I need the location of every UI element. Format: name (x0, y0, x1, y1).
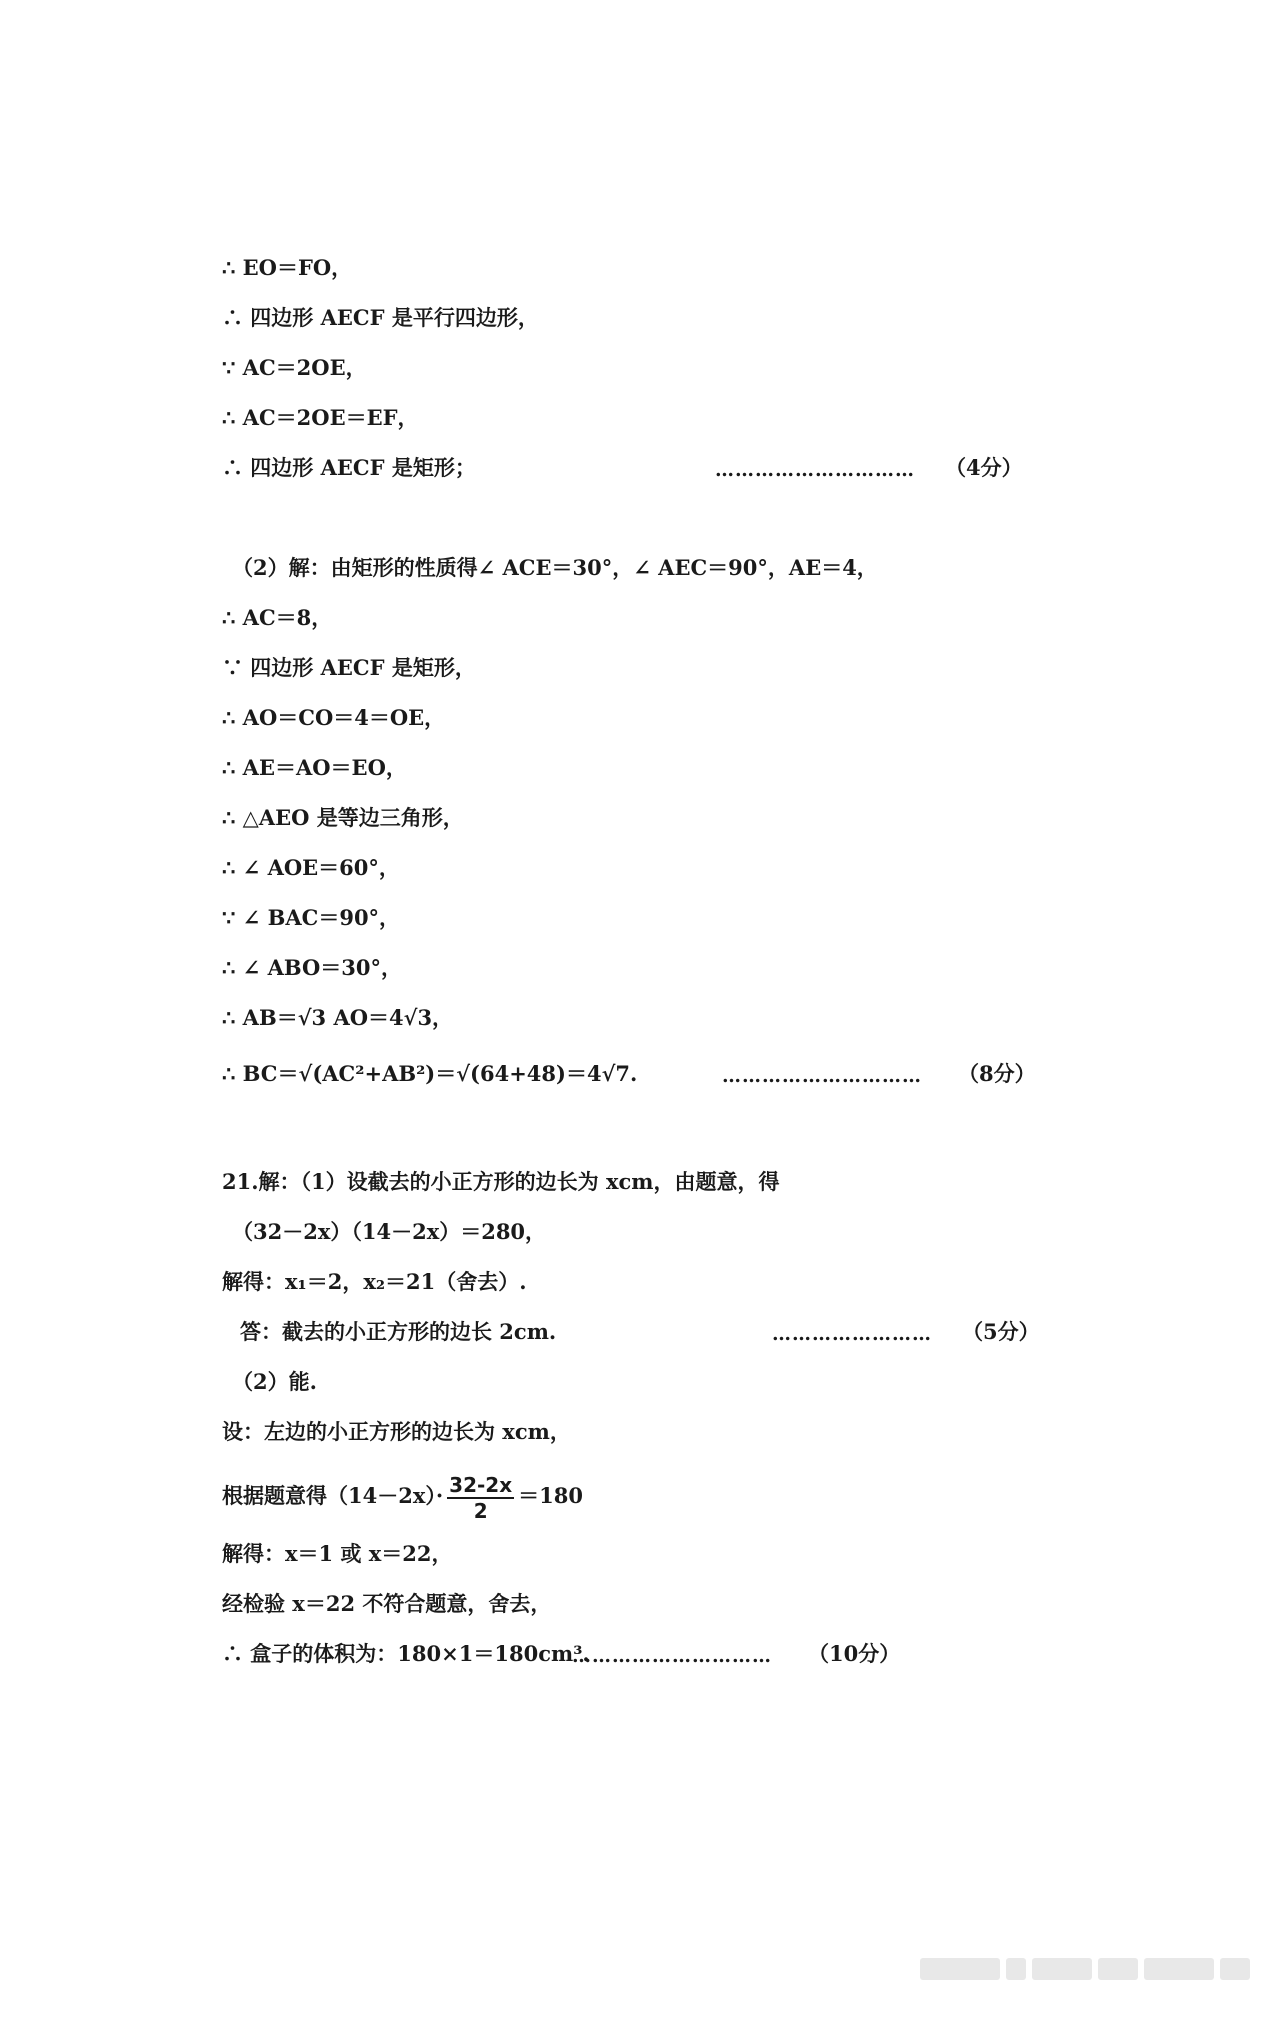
score-leader-dots: …………………… (772, 1323, 932, 1345)
equation-right: ＝180 (518, 1483, 583, 1508)
score-leader-dots: ………………………… (722, 1065, 922, 1087)
solution-line: ∴ BC＝√(AC²+AB²)＝√(64+48)＝4√7. (222, 1061, 638, 1086)
proof-line: ∵ AC＝2OE， (222, 355, 367, 380)
question-21-line: 答：截去的小正方形的边长 2cm. (240, 1319, 557, 1344)
scan-artifact-bar (1006, 1958, 1026, 1980)
scan-artifact-bar (1032, 1958, 1092, 1980)
score-label: （5分） (962, 1319, 1040, 1344)
solution-line: ∴ AO＝CO＝4＝OE， (222, 705, 446, 730)
solution-line: ∴ ∠ ABO＝30°， (222, 955, 403, 980)
solution-line: ∵ ∠ BAC＝90°， (222, 905, 401, 930)
scan-artifact-bar (1144, 1958, 1214, 1980)
solution-line: ∴ △AEO 是等边三角形， (222, 805, 464, 830)
question-21-line: 解得：x₁＝2，x₂＝21（舍去）. (222, 1269, 527, 1294)
scan-artifact-bar (1220, 1958, 1250, 1980)
fraction (447, 1473, 514, 1523)
score-label: （10分） (808, 1641, 901, 1666)
scan-artifact (920, 1955, 1260, 1983)
solution-line: ∴ AB＝√3 AO＝4√3， (222, 1005, 454, 1030)
question-21-line: （2）能. (232, 1369, 317, 1394)
fraction-numerator: 32-2x (449, 1472, 513, 1497)
score-leader-dots: ………………………… (715, 459, 915, 481)
question-21-line: 解得：x＝1 或 x＝22， (222, 1541, 453, 1566)
solution-line: ∵ 四边形 AECF 是矩形， (222, 655, 476, 680)
question-21-line: ∴ 盒子的体积为：180×1＝180cm³. (222, 1641, 590, 1666)
proof-line: ∴ 四边形 AECF 是平行四边形， (222, 305, 539, 330)
scan-artifact-bar (1098, 1958, 1138, 1980)
fraction-denominator: 2 (473, 1498, 488, 1523)
equation-line (222, 1468, 583, 1524)
score-leader-dots: ………………………… (572, 1645, 772, 1667)
proof-line: ∴ 四边形 AECF 是矩形； (222, 455, 476, 480)
question-21-line: 设：左边的小正方形的边长为 xcm， (222, 1419, 571, 1444)
solution-line: ∴ ∠ AOE＝60°， (222, 855, 400, 880)
equation-left: 根据题意得（14－2x）· (222, 1483, 444, 1508)
solution-line: ∴ AC＝8， (222, 605, 333, 630)
solution-line: ∴ AE＝AO＝EO， (222, 755, 407, 780)
solution-line: （2）解：由矩形的性质得∠ ACE＝30°，∠ AEC＝90°，AE＝4， (232, 555, 878, 580)
score-label: （8分） (958, 1061, 1036, 1086)
proof-line: ∴ AC＝2OE＝EF， (222, 405, 419, 430)
question-21-line: （32－2x）（14－2x）＝280， (232, 1219, 547, 1244)
question-21-line: 21.解：（1）设截去的小正方形的边长为 xcm，由题意，得 (222, 1169, 780, 1194)
proof-line: ∴ EO＝FO， (222, 255, 353, 280)
question-21-line: 经检验 x＝22 不符合题意，舍去， (222, 1591, 552, 1616)
scan-artifact-bar (920, 1958, 1000, 1980)
score-label: （4分） (945, 455, 1023, 480)
